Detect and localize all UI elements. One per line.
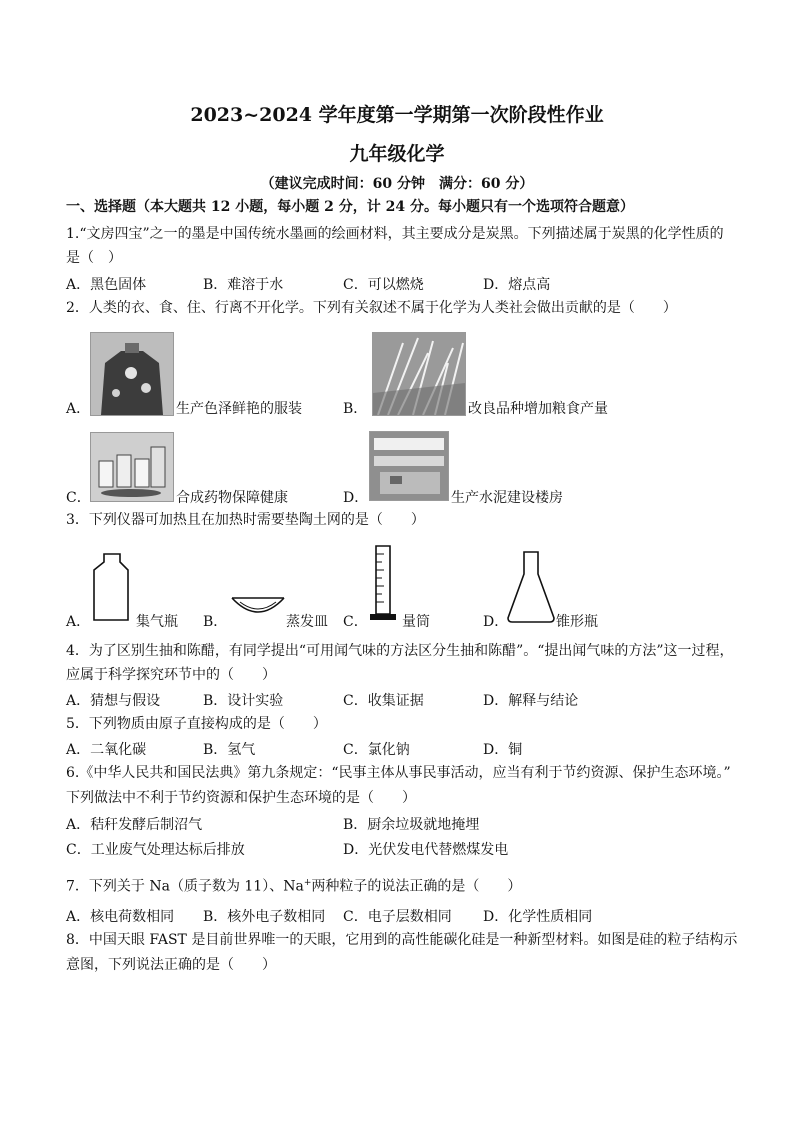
q2-option-a-letter: A． [66, 401, 91, 417]
q3-option-d-text: 锥形瓶 [556, 614, 598, 630]
q3-option-a-text: 集气瓶 [136, 614, 178, 630]
question-7-text [66, 873, 521, 897]
q6-option-d: D．光伏发电代替燃煤发电 [343, 842, 509, 858]
q3-option-d-letter: D． [483, 614, 509, 630]
q1-option-d: D．熔点高 [483, 277, 551, 293]
exam-info: （建议完成时间：60 分钟 满分：60 分） [260, 176, 534, 192]
q7-option-c: C．电子层数相同 [343, 909, 452, 925]
clothing-photo [90, 332, 174, 416]
q6-option-a: A．秸秆发酵后制沼气 [66, 817, 203, 833]
question-8-text-cont: 意图，下列说法正确的是（ ） [66, 957, 276, 973]
cement-photo [369, 431, 449, 501]
q4-option-c: C．收集证据 [343, 693, 424, 709]
q1-option-c: C．可以燃烧 [343, 277, 424, 293]
q5-option-c: C．氯化钠 [343, 742, 410, 758]
q7-option-a: A．核电荷数相同 [66, 909, 175, 925]
q3-option-c-letter: C． [343, 614, 368, 630]
q2-option-c-text: 合成药物保障健康 [176, 490, 288, 506]
q7-text-part1: 7．下列关于 Na（质子数为 11）、Na [66, 878, 304, 895]
q5-option-a: A．二氧化碳 [66, 742, 147, 758]
q5-option-b: B．氢气 [203, 742, 256, 758]
question-5-text: 5．下列物质由原子直接构成的是（ ） [66, 716, 327, 732]
question-2-text: 2．人类的衣、食、住、行离不开化学。下列有关叙述不属于化学为人类社会做出贡献的是（ ） [66, 300, 677, 316]
q7-option-b: B．核外电子数相同 [203, 909, 326, 925]
q7-superscript: + [303, 878, 312, 888]
gas-bottle-icon [90, 552, 134, 624]
q3-option-c-text: 量筒 [402, 614, 430, 630]
question-8-text: 8．中国天眼 FAST 是目前世界唯一的天眼，它用到的高性能碳化硅是一种新型材料。如图是硅的粒子结构示 [66, 932, 738, 948]
question-1-text: 1.“文房四宝”之一的墨是中国传统水墨画的绘画材料，其主要成分是炭黑。下列描述属于炭黑的化学性质的 [66, 226, 724, 242]
question-6-text-cont: 下列做法中不利于节约资源和保护生态环境的是（ ） [66, 790, 416, 806]
q7-text-part2: 两种粒子的说法正确的是（ ） [311, 878, 522, 895]
q1-option-b: B．难溶于水 [203, 277, 284, 293]
exam-subject: 九年级化学 [349, 143, 445, 165]
q4-option-a: A．猜想与假设 [66, 693, 161, 709]
evaporating-dish-icon [230, 592, 286, 622]
q4-option-b: B．设计实验 [203, 693, 284, 709]
q6-option-c: C．工业废气处理达标后排放 [66, 842, 245, 858]
graduated-cylinder-icon [366, 544, 402, 624]
section-heading: 一、选择题（本大题共 12 小题，每小题 2 分，计 24 分。每小题只有一个选项符合题意） [66, 199, 634, 215]
grain-photo [372, 332, 466, 416]
q7-option-d: D．化学性质相同 [483, 909, 593, 925]
exam-title: 2023~2024 学年度第一学期第一次阶段性作业 [190, 104, 604, 126]
question-1-text-cont: 是（ ） [66, 250, 122, 266]
question-6-text: 6.《中华人民共和国民法典》第九条规定：“民事主体从事民事活动，应当有利于节约资源、保护生态环境。” [66, 765, 731, 781]
q2-option-d-text: 生产水泥建设楼房 [451, 490, 563, 506]
q5-option-d: D．铜 [483, 742, 523, 758]
q4-option-d: D．解释与结论 [483, 693, 579, 709]
q2-option-d-letter: D． [343, 490, 369, 506]
question-4-text: 4．为了区别生抽和陈醋，有同学提出“可用闻气味的方法区分生抽和陈醋”。“提出闻气味的方法”这一过程， [66, 643, 734, 659]
question-4-text-cont: 应属于科学探究环节中的（ ） [66, 667, 276, 683]
q3-option-b-letter: B． [203, 614, 228, 630]
q2-option-b-text: 改良品种增加粮食产量 [468, 401, 608, 417]
q6-option-b: B．厨余垃圾就地掩埋 [343, 817, 480, 833]
question-3-text: 3．下列仪器可加热且在加热时需要垫陶土网的是（ ） [66, 512, 425, 528]
q2-option-c-letter: C． [66, 490, 91, 506]
conical-flask-icon [506, 550, 556, 624]
q3-option-a-letter: A． [66, 614, 91, 630]
medicine-photo [90, 432, 174, 502]
q3-option-b-text: 蒸发皿 [286, 614, 328, 630]
q1-option-a: A．黑色固体 [66, 277, 147, 293]
q2-option-a-text: 生产色泽鲜艳的服装 [176, 401, 302, 417]
q2-option-b-letter: B． [343, 401, 368, 417]
